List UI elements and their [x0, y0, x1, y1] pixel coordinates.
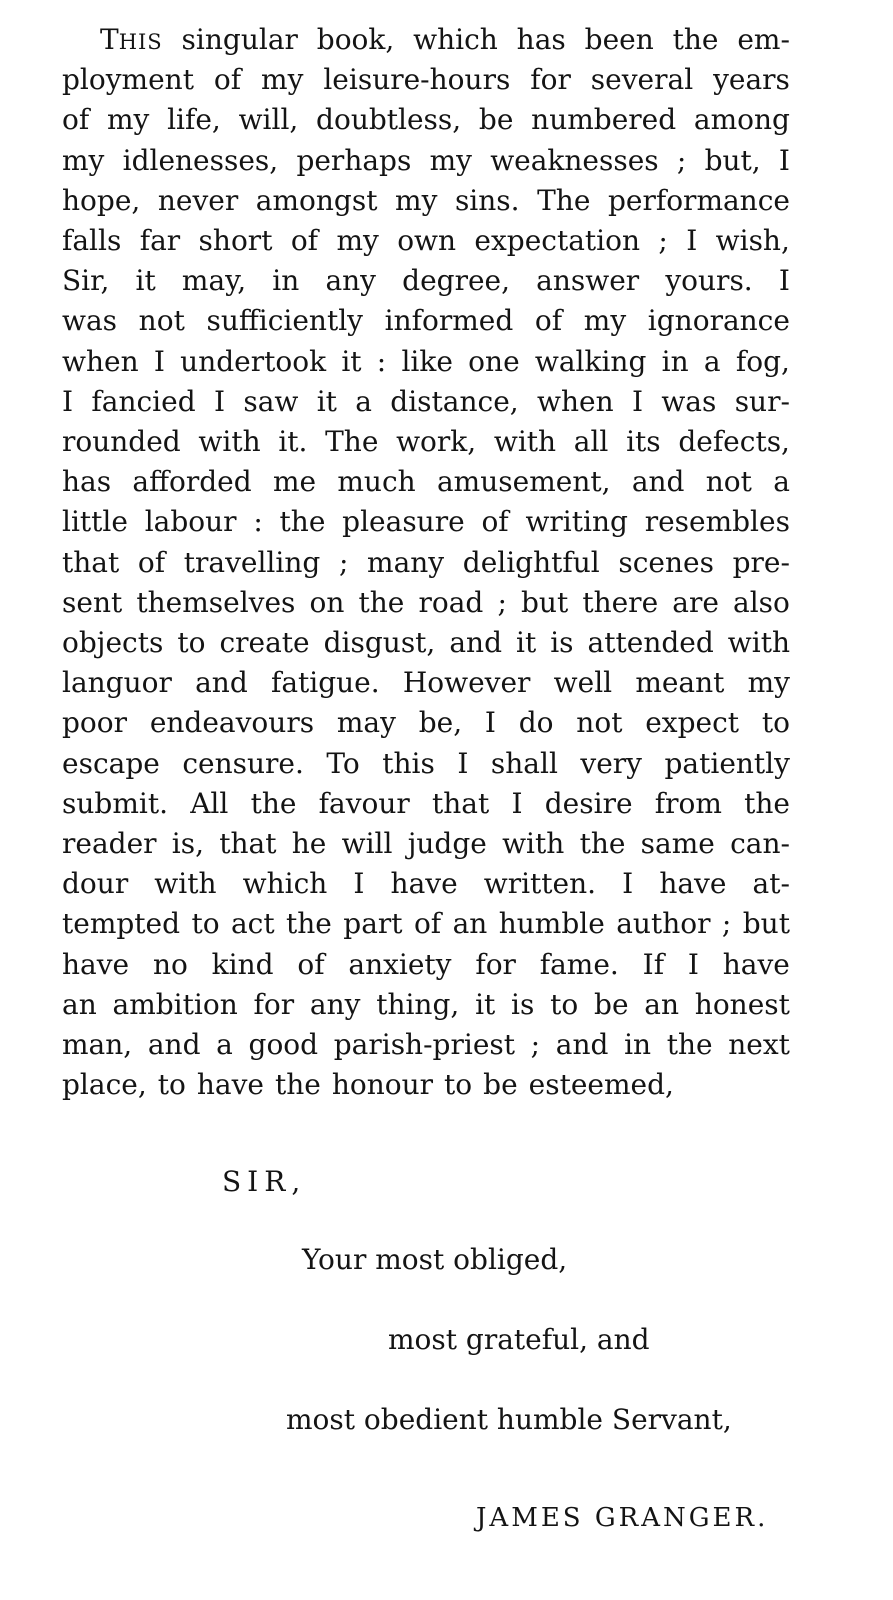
- word: but: [742, 907, 790, 941]
- word: To: [326, 746, 360, 780]
- word: have: [62, 947, 130, 981]
- word: several: [590, 63, 694, 97]
- text-line: [100, 20, 790, 60]
- text-line: [62, 462, 790, 502]
- word: the: [279, 505, 326, 539]
- word: an: [452, 907, 488, 941]
- word: of: [62, 103, 90, 137]
- word: of: [290, 224, 319, 257]
- word: and: [449, 626, 502, 659]
- word: my: [429, 143, 472, 177]
- text-line: [62, 1065, 790, 1105]
- word: :: [253, 505, 263, 539]
- text-line: [62, 502, 790, 542]
- word: thing,: [376, 987, 460, 1021]
- word: performance: [607, 183, 790, 217]
- word: my: [747, 666, 790, 700]
- word: to: [444, 1068, 473, 1102]
- word: me: [272, 465, 317, 499]
- word: never: [157, 183, 239, 217]
- word: degree,: [402, 264, 510, 298]
- word: a: [216, 1028, 233, 1061]
- word: my: [261, 63, 304, 97]
- word: one: [468, 344, 520, 378]
- word: escape: [62, 746, 160, 780]
- word: in: [661, 344, 689, 378]
- word: with: [727, 626, 790, 659]
- text-line: [62, 301, 790, 341]
- word: an: [644, 987, 680, 1021]
- word: and: [555, 1028, 609, 1061]
- closing-line-1: Your most obliged,: [302, 1243, 568, 1276]
- word: create: [219, 626, 310, 659]
- word: in: [272, 264, 300, 298]
- text-line: [62, 663, 790, 703]
- word: an: [62, 987, 97, 1021]
- word: when: [537, 384, 614, 418]
- word: rounded: [62, 425, 181, 458]
- word: ployment: [62, 63, 194, 97]
- word: be: [478, 103, 514, 137]
- word: honour: [331, 1068, 434, 1102]
- word: humble: [498, 907, 605, 941]
- word: for: [475, 947, 516, 981]
- word: written.: [483, 867, 597, 901]
- text-line: [62, 422, 790, 462]
- word: is: [511, 987, 535, 1021]
- word: author: [616, 907, 711, 941]
- word: idlenesses,: [122, 143, 279, 177]
- word: has: [62, 465, 112, 499]
- word: little: [62, 505, 128, 539]
- word: and: [147, 1028, 201, 1061]
- word: not: [138, 304, 185, 338]
- word: my: [106, 103, 150, 137]
- word: perhaps: [296, 143, 412, 177]
- word: walking: [534, 344, 647, 378]
- word: road: [418, 585, 484, 619]
- word: do: [518, 706, 554, 740]
- word: much: [337, 465, 416, 499]
- word: tempted: [62, 907, 181, 941]
- word: I: [153, 344, 165, 378]
- word: parish-priest: [333, 1028, 516, 1061]
- word: endeavours: [149, 706, 315, 740]
- word: undertook: [180, 344, 327, 378]
- word: are: [672, 585, 719, 619]
- word: my: [395, 183, 438, 217]
- word: own: [397, 224, 457, 257]
- word: which: [413, 23, 498, 56]
- word: my: [336, 224, 379, 257]
- word: with: [154, 867, 217, 901]
- word: of: [297, 947, 325, 981]
- text-line: [62, 744, 790, 784]
- word: fog,: [735, 344, 790, 378]
- text-line: [62, 382, 790, 422]
- word: sufficiently: [206, 304, 363, 338]
- word: may,: [181, 264, 247, 298]
- text-line: [62, 181, 790, 221]
- text-line: [62, 703, 790, 743]
- word: I: [631, 384, 643, 418]
- word: the: [286, 907, 332, 941]
- word: far: [139, 224, 181, 257]
- word: pleasure: [342, 505, 465, 539]
- text-line: [62, 623, 790, 663]
- text-line: [62, 583, 790, 623]
- word: amongst: [255, 183, 378, 217]
- word: to: [191, 907, 220, 941]
- word: ;: [530, 1028, 541, 1061]
- word: However: [402, 666, 531, 700]
- word: has: [516, 23, 566, 56]
- word: but: [521, 585, 569, 619]
- word: will,: [238, 103, 299, 137]
- opening-word: [100, 20, 163, 60]
- word: honest: [694, 987, 790, 1021]
- word: resembles: [644, 505, 790, 539]
- word: travelling: [183, 545, 321, 579]
- word: may: [336, 706, 396, 740]
- word: that: [432, 786, 490, 820]
- word: ambition: [112, 987, 238, 1021]
- word: falls: [62, 224, 122, 257]
- word: well: [553, 666, 613, 700]
- word: amusement,: [436, 465, 611, 499]
- word: book,: [316, 23, 395, 56]
- word: be: [483, 1068, 518, 1102]
- word: singular: [181, 23, 298, 56]
- word: it: [341, 344, 362, 378]
- word: fame.: [539, 947, 619, 981]
- word: doubtless,: [316, 103, 462, 137]
- word: act: [230, 907, 275, 941]
- word: favour: [318, 786, 410, 820]
- word: it: [316, 384, 337, 418]
- word: to: [550, 987, 579, 1021]
- closing-line-2: most grateful, and: [388, 1323, 650, 1356]
- word: fancied: [91, 384, 196, 418]
- word: sins.: [454, 183, 520, 217]
- word: that: [219, 827, 277, 860]
- word: yours.: [665, 264, 753, 298]
- word: The: [325, 425, 379, 458]
- word: this: [382, 746, 435, 780]
- word: wish,: [715, 224, 790, 257]
- word: defects,: [678, 425, 790, 458]
- closing-line-3: most obedient humble Servant,: [286, 1403, 732, 1436]
- word: very: [580, 746, 642, 780]
- word: at-: [752, 867, 790, 901]
- word: informed: [384, 304, 514, 338]
- text-line: [62, 784, 790, 824]
- word: ignorance: [647, 304, 790, 338]
- word: part: [343, 907, 403, 941]
- word: but,: [704, 143, 761, 177]
- word: The: [537, 183, 591, 217]
- word: work,: [396, 425, 477, 458]
- word: a: [773, 465, 790, 499]
- word: anxiety: [348, 947, 452, 981]
- word: next: [728, 1028, 790, 1061]
- word: was: [661, 384, 717, 418]
- word: censure.: [182, 746, 304, 780]
- word: of: [413, 907, 442, 941]
- word: like: [401, 344, 453, 378]
- word: man,: [62, 1028, 133, 1061]
- word: I: [686, 224, 698, 257]
- word: will: [341, 827, 393, 860]
- word: answer: [536, 264, 640, 298]
- text-line: [62, 261, 790, 301]
- word: is: [550, 626, 574, 659]
- word: my: [62, 143, 105, 177]
- word: the: [274, 1068, 321, 1102]
- word: with: [502, 827, 565, 860]
- word: be,: [418, 706, 463, 740]
- word: with: [198, 425, 261, 458]
- word: I: [622, 867, 634, 901]
- word: be: [594, 987, 629, 1021]
- text-line: [62, 60, 790, 100]
- text-line: [62, 141, 790, 181]
- word: ;: [658, 224, 668, 257]
- word: desire: [544, 786, 633, 820]
- opening-capital: T: [100, 23, 119, 56]
- word: have: [196, 1068, 264, 1102]
- word: judge: [407, 827, 487, 860]
- word: also: [733, 585, 790, 619]
- word: any: [309, 987, 361, 1021]
- word: in: [624, 1028, 652, 1061]
- word: em-: [737, 23, 790, 56]
- word: same: [640, 827, 715, 860]
- word: to: [157, 1068, 186, 1102]
- word: among: [693, 103, 790, 137]
- word: I: [62, 384, 74, 418]
- word: themselves: [136, 585, 296, 619]
- word: All: [190, 786, 229, 820]
- word: sent: [62, 585, 123, 619]
- word: ;: [338, 545, 349, 579]
- word: it.: [278, 425, 308, 458]
- word: have: [722, 947, 790, 981]
- word: I: [213, 384, 226, 418]
- word: can-: [730, 827, 790, 860]
- word: ;: [676, 143, 687, 177]
- word: dour: [62, 867, 129, 901]
- word: expect: [645, 706, 740, 740]
- word: the: [666, 1028, 713, 1061]
- word: :: [376, 344, 387, 378]
- word: place,: [62, 1068, 147, 1102]
- word: have: [659, 867, 727, 901]
- word: the: [358, 585, 405, 619]
- word: expectation: [474, 224, 641, 257]
- word: leisure-hours: [323, 63, 511, 97]
- text-line: [62, 100, 790, 140]
- word: sur-: [734, 384, 790, 418]
- word: fatigue.: [270, 666, 380, 700]
- word: with: [493, 425, 557, 458]
- word: and: [195, 666, 248, 700]
- word: I: [484, 706, 496, 740]
- word: If: [642, 947, 665, 981]
- word: objects: [62, 626, 164, 659]
- word: writing: [525, 505, 628, 539]
- salutation: SIR,: [222, 1165, 307, 1198]
- word: disgust,: [323, 626, 436, 659]
- word: to: [177, 626, 206, 659]
- text-line: [62, 945, 790, 985]
- word: distance,: [390, 384, 519, 418]
- word: attended: [587, 626, 714, 659]
- word: on: [309, 585, 345, 619]
- word: have: [390, 867, 458, 901]
- text-line: [62, 824, 790, 864]
- word: afforded: [132, 465, 252, 499]
- word: of: [534, 304, 563, 338]
- word: the: [579, 827, 626, 860]
- signature: JAMES GRANGER.: [476, 1503, 769, 1533]
- word: submit.: [62, 786, 168, 820]
- word: hope,: [62, 183, 141, 217]
- word: I: [778, 264, 790, 298]
- text-line: [62, 1025, 790, 1065]
- word: it: [135, 264, 156, 298]
- word: to: [761, 706, 790, 740]
- text-line: [62, 342, 790, 382]
- word: of: [137, 545, 166, 579]
- word: I: [687, 947, 699, 981]
- word: no: [152, 947, 188, 981]
- text-line: [62, 985, 790, 1025]
- word: short: [198, 224, 273, 257]
- word: shall: [490, 746, 558, 780]
- word: any: [325, 264, 376, 298]
- word: saw: [243, 384, 299, 418]
- word: ;: [721, 907, 732, 941]
- word: not: [576, 706, 623, 740]
- word: there: [582, 585, 659, 619]
- word: he: [291, 827, 327, 860]
- word: of: [213, 63, 242, 97]
- text-line: [62, 543, 790, 583]
- word: poor: [62, 706, 128, 740]
- word: the: [250, 786, 297, 820]
- word: reader: [62, 827, 157, 860]
- word: is,: [171, 827, 205, 860]
- word: meant: [635, 666, 725, 700]
- word: labour: [144, 505, 237, 539]
- word: I: [457, 746, 469, 780]
- word: it: [516, 626, 537, 659]
- word: for: [530, 63, 571, 97]
- word: a: [703, 344, 721, 378]
- word: all: [573, 425, 609, 458]
- word: for: [253, 987, 295, 1021]
- word: years: [713, 63, 790, 97]
- word: was: [62, 304, 118, 338]
- word: delightful: [462, 545, 600, 579]
- word: I: [353, 867, 365, 901]
- word: ;: [497, 585, 507, 619]
- word: that: [62, 545, 120, 579]
- word: good: [248, 1028, 319, 1061]
- word: languor: [62, 666, 172, 700]
- word: patiently: [664, 746, 790, 780]
- word: many: [367, 545, 445, 579]
- word: the: [744, 786, 790, 820]
- word: been: [584, 23, 654, 56]
- word: a: [355, 384, 372, 418]
- word: when: [62, 344, 139, 378]
- word: from: [654, 786, 722, 820]
- text-line: [62, 864, 790, 904]
- word: weaknesses: [490, 143, 659, 177]
- word: which: [242, 867, 328, 901]
- word: scenes: [618, 545, 714, 579]
- word: Sir,: [62, 264, 110, 298]
- opening-small-caps: HIS: [118, 30, 163, 54]
- word: not: [705, 465, 752, 499]
- text-line: [62, 904, 790, 944]
- word: kind: [211, 947, 274, 981]
- word: it: [475, 987, 496, 1021]
- word: numbered: [531, 103, 677, 137]
- word: and: [631, 465, 685, 499]
- word: pre-: [732, 545, 790, 579]
- word: I: [511, 786, 523, 820]
- word: esteemed,: [528, 1068, 674, 1102]
- word: life,: [167, 103, 221, 137]
- word: I: [778, 143, 790, 177]
- text-line: [62, 221, 790, 261]
- word: its: [626, 425, 661, 458]
- word: of: [481, 505, 509, 539]
- word: my: [583, 304, 627, 338]
- word: the: [672, 23, 719, 56]
